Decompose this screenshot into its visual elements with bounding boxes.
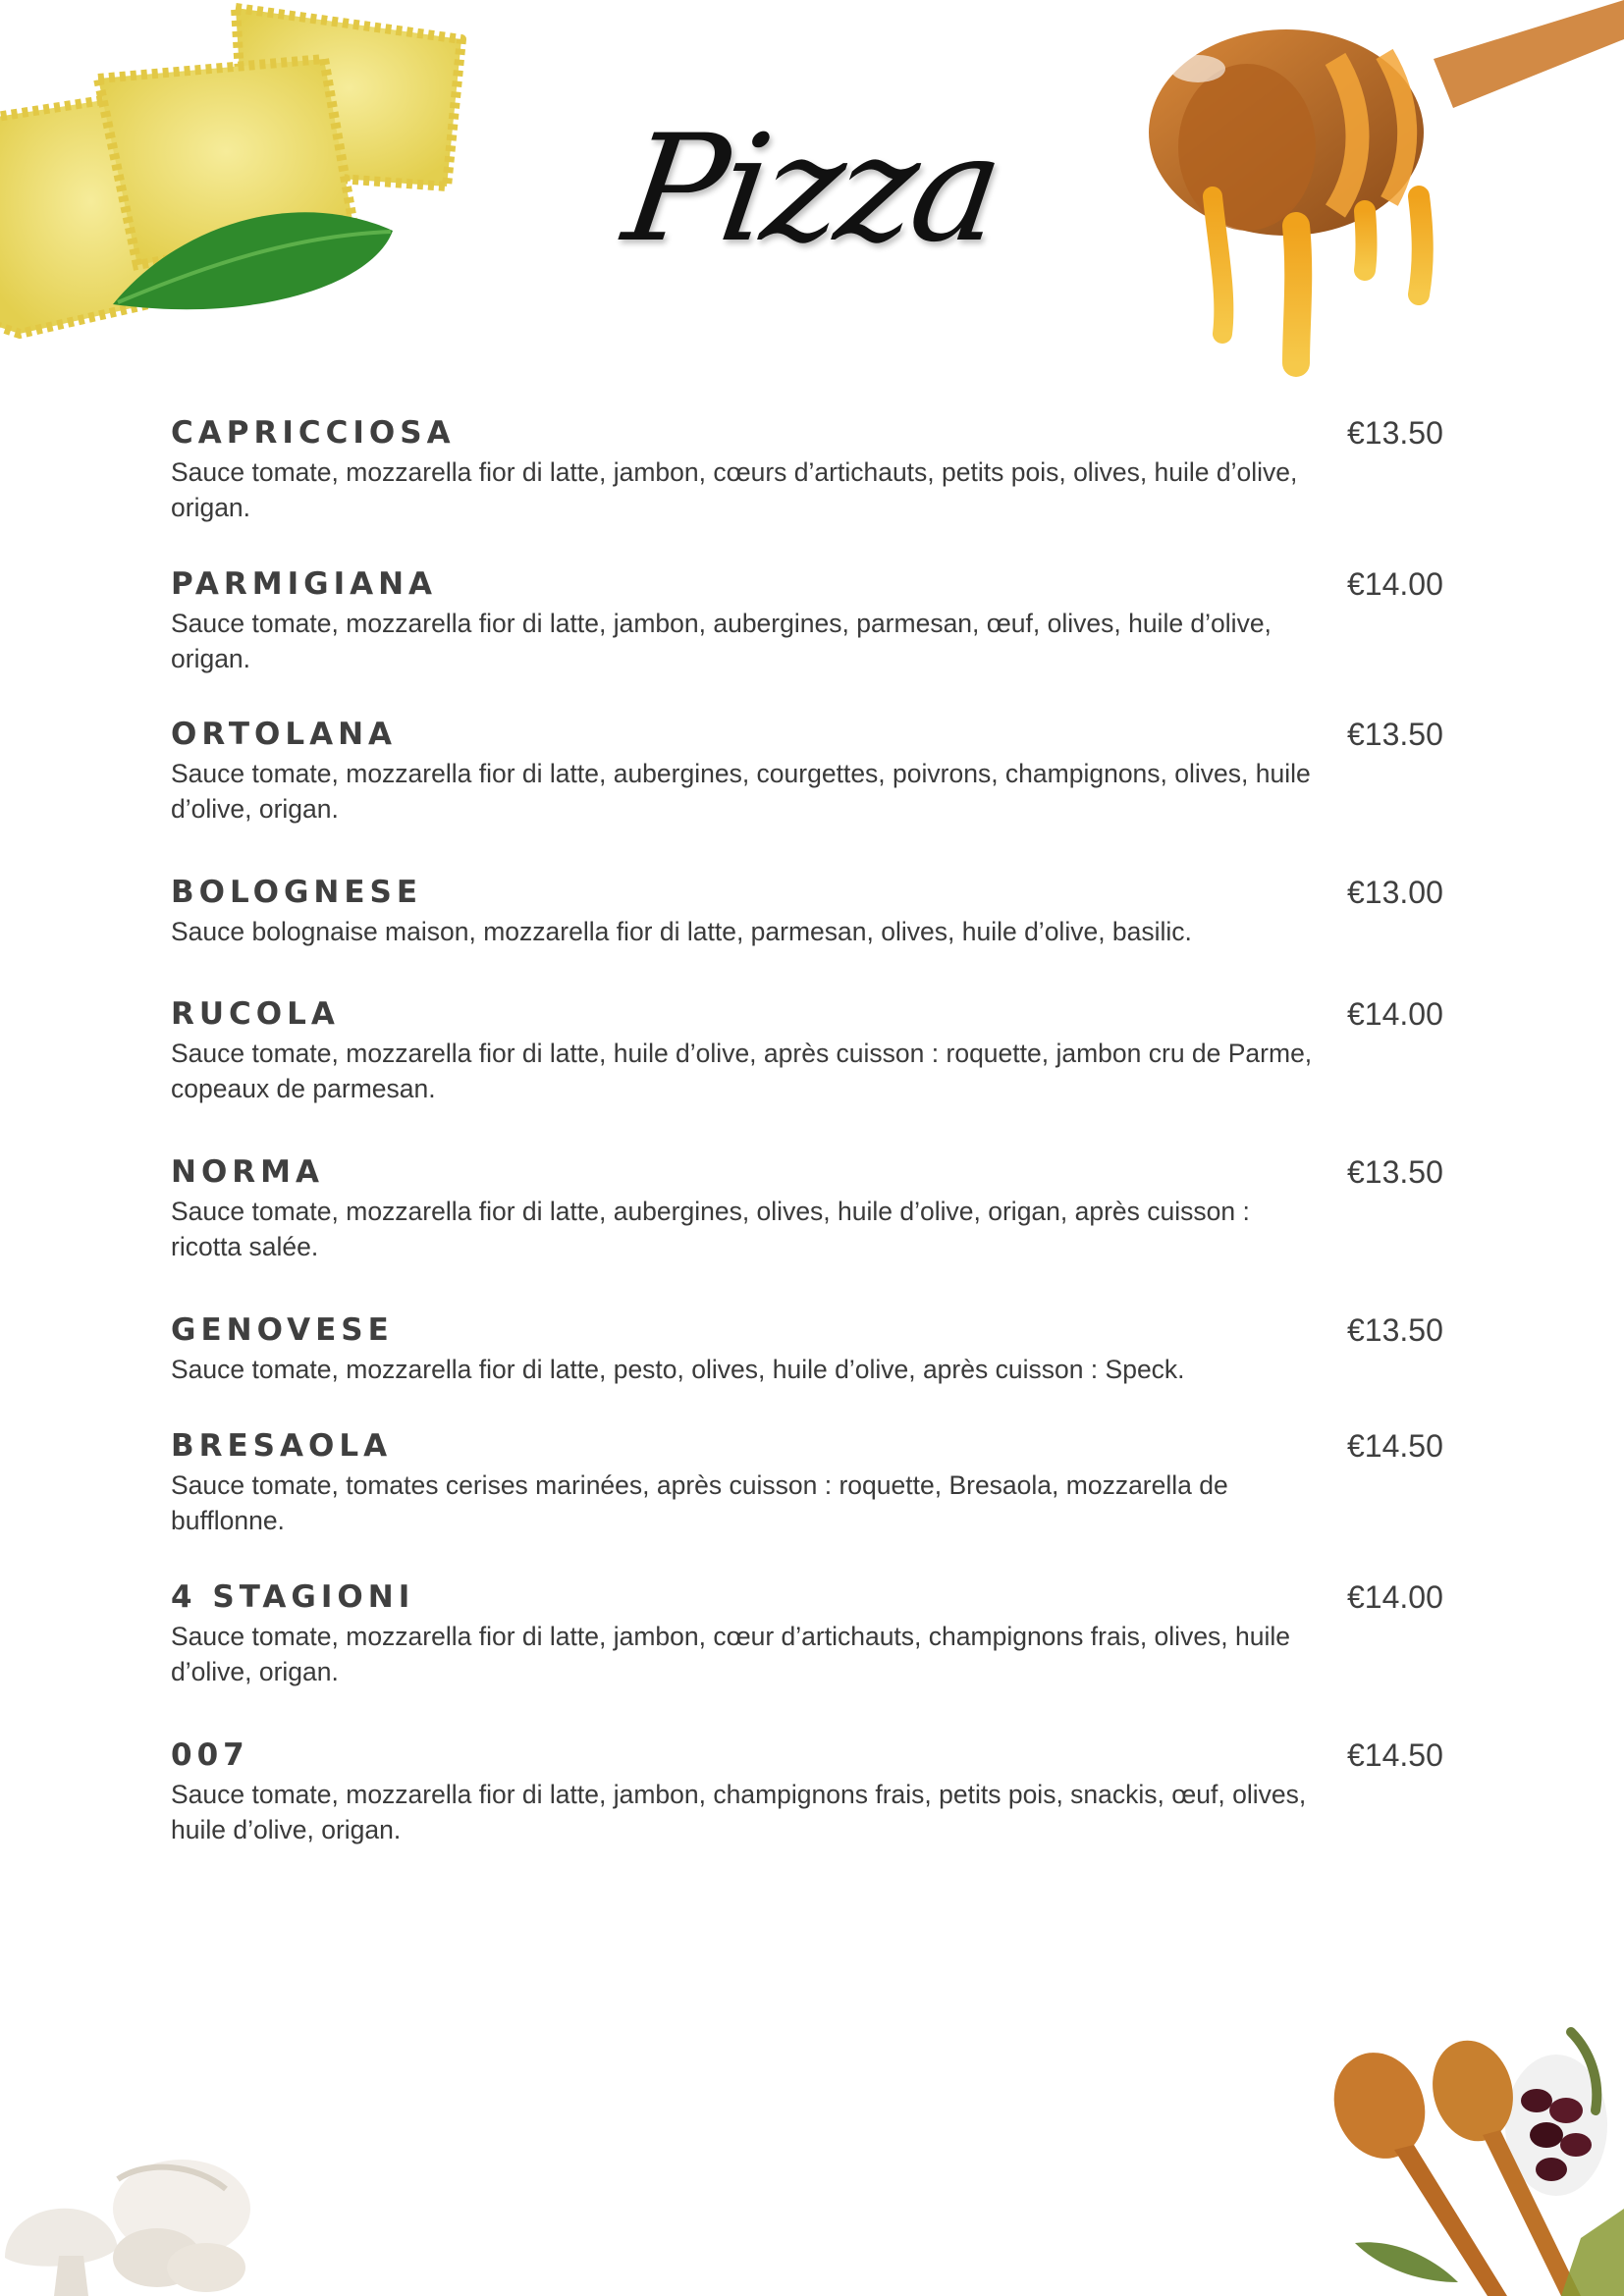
menu-item-name: RUCOLA xyxy=(171,996,340,1032)
menu-item-price: €14.00 xyxy=(1347,566,1443,602)
menu-item-price: €13.50 xyxy=(1347,1312,1443,1348)
wooden-spoons-olives-icon xyxy=(1326,2012,1624,2296)
menu-item-name: 4 STAGIONI xyxy=(171,1579,415,1615)
menu-title: Pizza xyxy=(615,104,1009,275)
mushrooms-icon xyxy=(0,2140,265,2296)
menu-item-description: Sauce tomate, mozzarella fior di latte, aubergines, olives, huile d’olive, origan, après cuisson : ricotta salée. xyxy=(171,1197,1250,1261)
menu-item-description: Sauce tomate, tomates cerises marinées, après cuisson : roquette, Bresaola, mozzarella de bufflonne. xyxy=(171,1470,1228,1535)
menu-item-description: Sauce tomate, mozzarella fior di latte, pesto, olives, huile d’olive, après cuisson : Speck. xyxy=(171,1355,1185,1384)
menu-item-name: ORTOLANA xyxy=(171,717,398,752)
menu-item-price: €14.00 xyxy=(1347,996,1443,1032)
menu-item-name: BOLOGNESE xyxy=(171,875,423,910)
menu-item-description: Sauce tomate, mozzarella fior di latte, jambon, cœurs d’artichauts, petits pois, olives, huile d’olive, origan. xyxy=(171,457,1298,522)
menu-item-price: €13.50 xyxy=(1347,1154,1443,1190)
menu-item-name: 007 xyxy=(171,1737,249,1773)
menu-item-price: €14.50 xyxy=(1347,1428,1443,1464)
menu-item-description: Sauce tomate, mozzarella fior di latte, aubergines, courgettes, poivrons, champignons, olives, huile d’olive, origan. xyxy=(171,759,1311,824)
menu-item-price: €13.00 xyxy=(1347,875,1443,910)
menu-item-description: Sauce tomate, mozzarella fior di latte, jambon, champignons frais, petits pois, snackis, œuf, olives, huile d’olive, origan. xyxy=(171,1780,1307,1844)
menu-item-name: NORMA xyxy=(171,1154,325,1190)
menu-item-price: €14.00 xyxy=(1347,1579,1443,1615)
menu-item-name: GENOVESE xyxy=(171,1312,394,1348)
menu-item-description: Sauce tomate, mozzarella fior di latte, jambon, aubergines, parmesan, œuf, olives, huile d’olive, origan. xyxy=(171,609,1272,673)
menu-item-price: €14.50 xyxy=(1347,1737,1443,1773)
menu-item-description: Sauce bolognaise maison, mozzarella fior di latte, parmesan, olives, huile d’olive, basilic. xyxy=(171,917,1192,946)
menu-item-name: PARMIGIANA xyxy=(171,566,438,602)
menu-item-price: €13.50 xyxy=(1347,415,1443,451)
menu-item-description: Sauce tomate, mozzarella fior di latte, jambon, cœur d’artichauts, champignons frais, olives, huile d’olive, origan. xyxy=(171,1622,1291,1686)
menu-item-name: CAPRICCIOSA xyxy=(171,415,456,451)
menu-item-name: BRESAOLA xyxy=(171,1428,393,1464)
menu-item-description: Sauce tomate, mozzarella fior di latte, huile d’olive, après cuisson : roquette, jambon cru de Parme, copeaux de parmesan. xyxy=(171,1039,1313,1103)
menu-item-price: €13.50 xyxy=(1347,717,1443,752)
